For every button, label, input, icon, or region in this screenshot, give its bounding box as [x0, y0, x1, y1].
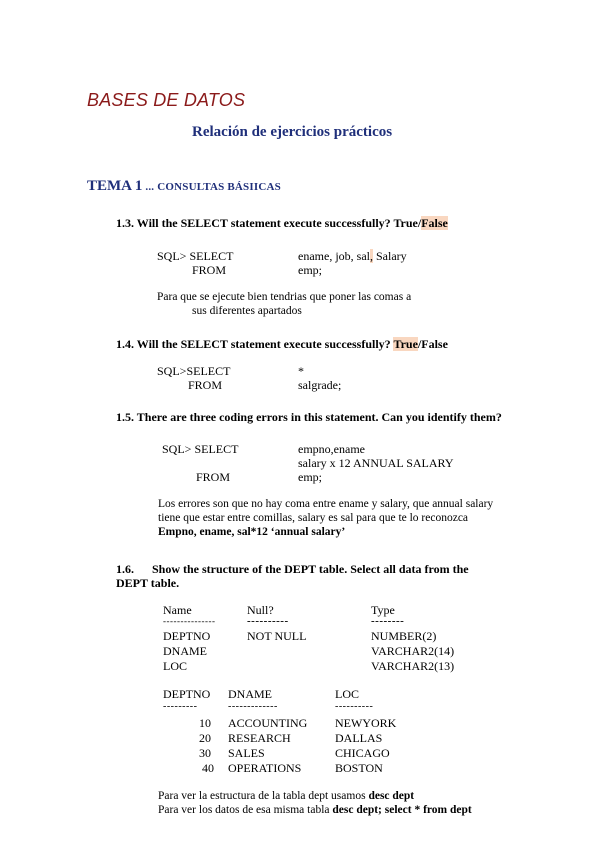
answer-note-line: sus diferentes apartados: [192, 305, 302, 317]
document-subtitle: Relación de ejercicios prácticos: [192, 124, 393, 140]
desc-cell: LOC: [163, 659, 187, 673]
data-cell: 30: [199, 746, 211, 760]
sql-select-keyword: SQL>SELECT: [157, 364, 231, 378]
desc-underline: --------: [371, 615, 405, 627]
data-cell: ACCOUNTING: [228, 716, 308, 730]
sql-from-keyword: FROM: [188, 378, 223, 392]
answer-note-line: Para ver la estructura de la tabla dept usamos desc dept: [158, 790, 415, 802]
desc-cell: DNAME: [163, 644, 207, 658]
answer-note-line: Para ver los datos de esa misma tabla desc dept; select * from dept: [158, 804, 472, 816]
desc-header-type: Type: [371, 603, 395, 617]
answer-highlight: False: [421, 216, 448, 230]
desc-cell: VARCHAR2(13): [371, 659, 455, 673]
desc-cell: VARCHAR2(14): [371, 644, 455, 658]
data-header-loc: LOC: [335, 687, 359, 701]
desc-cell: DEPTNO: [163, 629, 211, 643]
question-1-4: 1.4. Will the SELECT statement execute successfully? True/False: [116, 337, 448, 351]
data-underline: ----------: [335, 701, 374, 712]
section-dots: ...: [145, 181, 155, 193]
data-cell: 10: [199, 716, 211, 730]
sql-select-keyword: SQL> SELECT: [162, 442, 239, 456]
data-cell: SALES: [228, 746, 265, 760]
data-cell: RESEARCH: [228, 731, 291, 745]
desc-header-name: Name: [163, 603, 192, 617]
sql-columns: salary x 12 ANNUAL SALARY: [298, 456, 454, 470]
sql-from-value: salgrade;: [298, 378, 342, 392]
question-1-3: 1.3. Will the SELECT statement execute successfully? True/False: [116, 216, 448, 230]
desc-cell: NUMBER(2): [371, 629, 437, 643]
question-1-6: Show the structure of the DEPT table. Select all data from the: [152, 562, 469, 576]
data-cell: DALLAS: [335, 731, 383, 745]
data-cell: 40: [202, 761, 214, 775]
data-underline: -------------: [228, 701, 278, 712]
answer-note-line: Los errores son que no hay coma entre ename y salary, que annual salary: [158, 498, 494, 510]
data-underline: ---------: [163, 701, 198, 712]
sql-columns: empno,ename: [298, 442, 365, 456]
sql-columns: *: [298, 364, 304, 378]
desc-underline: ----------: [247, 615, 289, 627]
answer-note-line: Empno, ename, sal*12 ‘annual salary’: [158, 526, 346, 538]
data-cell: BOSTON: [335, 761, 383, 775]
desc-cell: NOT NULL: [247, 629, 307, 643]
sql-from-keyword: FROM: [192, 263, 227, 277]
answer-highlight: True: [393, 337, 418, 351]
document-title: BASES DE DATOS: [87, 90, 246, 110]
desc-header-null: Null?: [247, 603, 274, 617]
sql-from-keyword: FROM: [196, 470, 231, 484]
answer-note-line: tiene que estar entre comillas, salary es sal para que te lo reconozca: [158, 512, 469, 524]
question-1-6-cont: DEPT table.: [116, 576, 180, 590]
sql-select-keyword: SQL> SELECT: [157, 249, 234, 263]
answer-note-line: Para que se ejecute bien tendrias que poner las comas a: [157, 291, 412, 303]
data-header-dname: DNAME: [228, 687, 272, 701]
section-number: TEMA 1: [87, 178, 143, 194]
data-cell: NEWYORK: [335, 716, 397, 730]
data-cell: OPERATIONS: [228, 761, 302, 775]
data-cell: CHICAGO: [335, 746, 390, 760]
data-cell: 20: [199, 731, 211, 745]
sql-from-value: emp;: [298, 263, 322, 277]
section-heading: [87, 178, 281, 195]
sql-from-value: emp;: [298, 470, 322, 484]
data-header-deptno: DEPTNO: [163, 687, 211, 701]
desc-underline: ---------------: [163, 616, 216, 626]
sql-columns: ename, job, sal, Salary: [298, 249, 407, 263]
question-1-5: 1.5. There are three coding errors in this statement. Can you identify them?: [116, 410, 502, 424]
section-name: CONSULTAS BÁSIICAS: [157, 181, 281, 193]
question-1-6-number: 1.6.: [116, 562, 134, 576]
